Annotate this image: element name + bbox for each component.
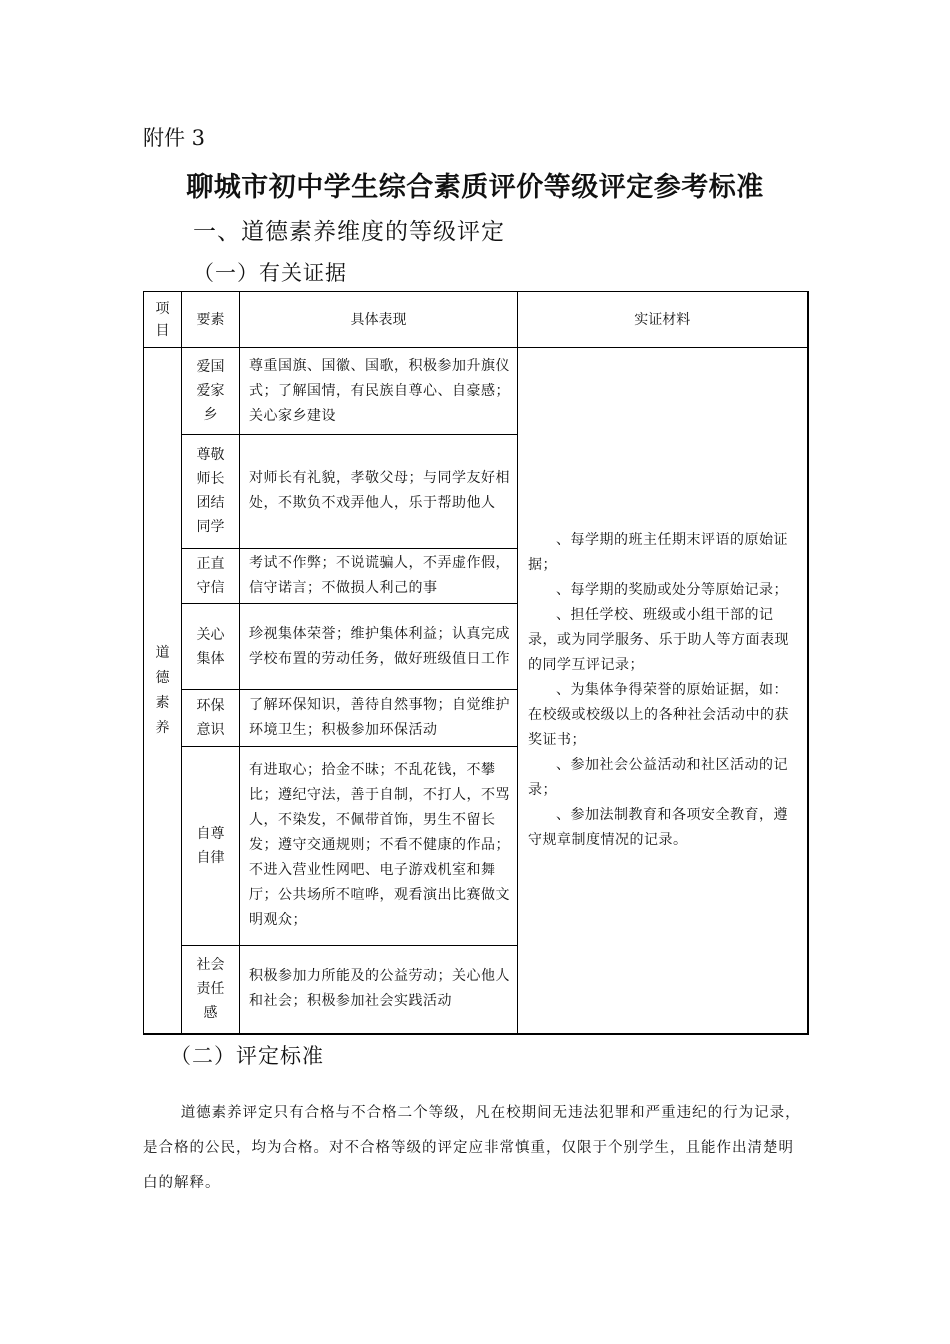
element-cell: 尊敬 师长 团结 同学 [182, 434, 240, 548]
section-heading: 一、道德素养维度的等级评定 [193, 219, 505, 245]
description-cell: 珍视集体荣誉；维护集体利益；认真完成学校布置的劳动任务，做好班级值日工作 [240, 603, 518, 690]
description-cell: 了解环保知识，善待自然事物；自觉维护环境卫生；积极参加环保活动 [240, 690, 518, 746]
category-cell: 道 德 素 养 [144, 348, 182, 1034]
evidence-item: 、每学期的班主任期末评语的原始证据； [528, 532, 788, 574]
document-title: 聊城市初中学生综合素质评价等级评定参考标准 [186, 172, 764, 203]
element-cell: 自尊 自律 [182, 746, 240, 945]
table-row [144, 348, 808, 435]
evidence-item: 、每学期的奖励或处分等原始记录； [556, 582, 788, 599]
table-header-row [144, 292, 808, 348]
criteria-paragraph: 道德素养评定只有合格与不合格二个等级，凡在校期间无违法犯罪和严重违纪的行为记录，是合格的公民，均为合格。对不合格等级的评定应非常慎重，仅限于个别学生，且能作出清楚明白的解释。 [143, 1105, 801, 1191]
evidence-table [143, 291, 809, 1035]
element-cell: 关心 集体 [182, 603, 240, 690]
description-cell: 尊重国旗、国徽、国歌，积极参加升旗仪式；了解国情，有民族自尊心、自豪感；关心家乡建设 [240, 348, 518, 435]
header-evidence: 实证材料 [518, 292, 808, 348]
evidence-item: 、担任学校、班级或小组干部的记录，或为同学服务、乐于助人等方面表现的同学互评记录； [528, 607, 789, 674]
evidence-item: 、为集体争得荣誉的原始证据，如：在校级或校级以上的各种社会活动中的获奖证书； [528, 682, 789, 749]
header-element: 要素 [182, 292, 240, 348]
header-description: 具体表现 [240, 292, 518, 348]
description-cell: 有进取心；拾金不昧；不乱花钱，不攀比；遵纪守法，善于自制，不打人，不骂人，不染发，不佩带首饰，男生不留长发；遵守交通规则；不看不健康的作品；不进入营业性网吧、电子游戏机室和舞厅；公共场所不喧哗，观看演出比赛做文明观众； [240, 746, 518, 945]
description-cell: 积极参加力所能及的公益劳动；关心他人和社会；积极参加社会实践活动 [240, 945, 518, 1034]
element-cell: 爱国 爱家 乡 [182, 348, 240, 435]
description-cell: 考试不作弊；不说谎骗人，不弄虚作假，信守诺言；不做损人利己的事 [240, 548, 518, 603]
element-cell: 社会 责任 感 [182, 945, 240, 1034]
evidence-item: 、参加社会公益活动和社区活动的记录； [528, 757, 788, 799]
element-cell: 正直 守信 [182, 548, 240, 603]
element-cell: 环保 意识 [182, 690, 240, 746]
subsection-heading-criteria: （二）评定标准 [170, 1044, 324, 1068]
subsection-heading-evidence: （一）有关证据 [193, 261, 347, 285]
evidence-cell [518, 348, 808, 1034]
description-cell: 对师长有礼貌，孝敬父母；与同学友好相处，不欺负不戏弄他人，乐于帮助他人 [240, 434, 518, 548]
evidence-item: 、参加法制教育和各项安全教育，遵守规章制度情况的记录。 [528, 807, 788, 849]
attachment-label: 附件 3 [143, 126, 206, 150]
header-item: 项 目 [144, 292, 182, 348]
